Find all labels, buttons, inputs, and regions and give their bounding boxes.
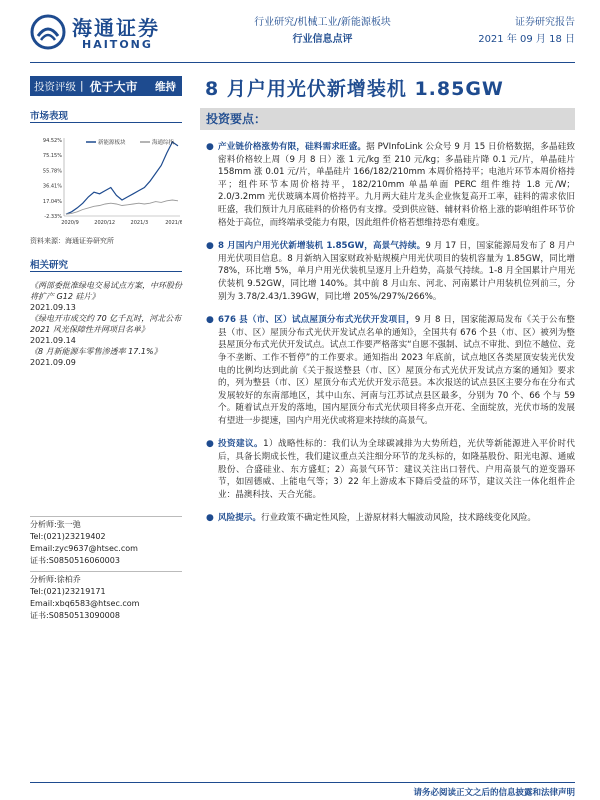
key-point-highlight: 676 县（市、区）试点屋顶分布式光伏开发项目， [218, 315, 415, 326]
analyst-divider [30, 571, 182, 572]
related-item[interactable] [30, 313, 185, 346]
related-item[interactable] [30, 346, 185, 368]
y-tick-label: 55.78% [42, 168, 62, 175]
footer-divider [30, 782, 575, 783]
analyst-tel: Tel:(021)23219402 [30, 532, 106, 541]
bullet-icon: ● [206, 513, 214, 524]
related-item-date: 2021.09.13 [30, 303, 76, 312]
rating-separator: | [80, 80, 84, 92]
analyst-email[interactable]: Email:xbq6583@htsec.com [30, 599, 140, 608]
index-series-line [66, 200, 178, 214]
key-point-highlight: 8 月国内户用光伏新增装机 1.85GW，高景气持续。 [218, 241, 426, 252]
sector-series-line [66, 142, 178, 214]
report-date: 2021 年 09 月 18 日 [478, 34, 575, 45]
chart-legend [86, 138, 175, 146]
report-meta [430, 14, 575, 48]
bullet-icon: ● [206, 439, 214, 450]
report-type: 证券研究报告 [515, 17, 575, 28]
analyst-name: 分析师:张一弛 [30, 520, 81, 529]
rating-value: 优于大市 [89, 79, 138, 94]
key-point [200, 240, 575, 303]
y-tick-label: 94.52% [42, 138, 62, 144]
key-point-text: 9 月 17 日，国家能源局发布了 8 月户用光伏项目信息。8 月新纳入国家财政补贴规模户用光伏项目的装机容量为 1.85GW，同比增 78%，环比增 5%，单月户用光伏装机呈逐月上升趋势，高景气持续。1-8 月全国累计户用光伏装机 9.52GW，同比增 140%。其中前 8 月山东、河北、河南累计户用装机位列前三，分别为 3.78/2.43/1.39GW，同比增 205%/297%/266%。 [218, 241, 576, 302]
x-tick-label: 2020/12 [94, 220, 116, 226]
key-point [200, 438, 575, 501]
report-subtype: 行业信息点评 [292, 34, 353, 45]
related-item-title: 《8 月新能源车零售渗透率 17.1%》 [30, 347, 162, 356]
key-points-heading: 投资要点： [200, 108, 575, 130]
haitong-logo [30, 10, 200, 54]
key-point [200, 314, 575, 427]
page-header [0, 0, 600, 62]
logo-chinese-name: 海通证券 [72, 16, 160, 40]
analyst-cert: 证书:S0850516060003 [30, 556, 120, 565]
key-point [200, 512, 575, 525]
related-item-title: 《两部委批准绿电交易试点方案，中环股份将扩产 G12 硅片》 [30, 281, 182, 301]
key-points [200, 141, 575, 536]
bullet-icon: ● [206, 142, 214, 152]
y-tick-label: 75.15% [42, 153, 62, 160]
bullet-icon: ● [206, 315, 214, 326]
rating-action: 维持 [155, 80, 176, 93]
market-chart [30, 134, 182, 232]
related-item[interactable] [30, 280, 185, 313]
related-item-title: 《绿电开市成交约 70 亿千瓦时，河北公布 2021 风光保障性并网项目名单》 [30, 314, 182, 334]
x-tick-label: 2021/3 [130, 220, 149, 226]
market-chart-svg [30, 134, 182, 232]
y-tick-label: 17.04% [42, 198, 62, 205]
logo-english-name: HAITONG [82, 38, 153, 51]
key-point-text: 9 月 8 日，国家能源局发布《关于公布整县（市、区）屋顶分布式光伏开发试点名单的通知》，全国共有 676 个县（市、区）被列为整县屋顶分布式光伏开发试点。试点工作要严格落实“自愿不强制、试点不审批、到位不越位、竞争不垄断、工作不暂停”的工作要求。通知指出 2023 年底前，试点地区各类屋顶安装光伏发电的比例均达到此前《关于报送整县（市、区）屋顶分布式光伏开发试点方案的通知》要求的，列为整县（市、区）屋顶分布式光伏开发示范县。本次报送的试点县区主要分布在分布式发展较好的东南部地区，其中山东、河南与江苏试点县区最多，分别为 70 个、66 个与 59 个。随着试点开发的落地，国内屋顶分布式光伏项目将多点开花、全面绽放，光伏市场的发展有望进一步提速，国内户用光伏或将迎来持续的高景气。 [218, 315, 575, 426]
category-path: 行业研究/机械工业/新能源板块 [254, 17, 391, 28]
analyst-email[interactable]: Email:zyc9637@htsec.com [30, 544, 138, 553]
related-heading: 相关研究 [30, 260, 69, 271]
x-tick-label: 2021/6 [165, 220, 182, 226]
related-item-date: 2021.09.14 [30, 336, 76, 345]
related-heading-line [30, 271, 182, 272]
related-list [30, 280, 185, 368]
analyst-tel: Tel:(021)23219171 [30, 587, 106, 596]
analyst-cert: 证书:S0850513090008 [30, 611, 120, 620]
analyst-name: 分析师:徐柏乔 [30, 575, 81, 584]
header-divider [30, 62, 575, 63]
legend-label-sector: 新能源板块 [98, 140, 126, 146]
haitong-logo-icon [30, 14, 66, 50]
legend-label-index: 海通综指 [152, 140, 175, 146]
market-heading: 市场表现 [30, 111, 69, 122]
analyst-list [30, 512, 182, 622]
key-point-highlight: 投资建议。 [218, 439, 264, 450]
y-tick-label: -2.33% [44, 214, 62, 220]
footer-disclaimer: 请务必阅读正文之后的信息披露和法律声明 [413, 788, 575, 798]
report-category [220, 14, 425, 48]
key-point-text: 据 PVInfoLink 公众号 9 月 15 日价格数据，多晶硅致密料价格较上周（9 月 8 日）涨 1 元/kg 至 210 元/kg；多晶硅片降 0.1 元/片，单晶硅片 158mm 涨 0.01 元/片，单晶硅片 166/182/210mm 本周价格持平；电池片环节本周价格持平；组件环节本周价格持平，182/210mm 单晶单面 PERC 组件维持 1.8 元/W；2.0/3.2mm 光伏玻璃本周价格持平。九月两大硅片龙头企业恢复高开工率，硅料的需求依旧旺盛，我们预计九月底硅料的价格仍有支撑。受到供应链、辅材料价格上涨的影响组件环节价格处于高位，而终端承受能力有限，因此组件价格若想维持恐有难度。 [218, 142, 575, 228]
related-item-date: 2021.09.09 [30, 358, 76, 367]
y-tick-label: 36.41% [42, 183, 62, 190]
key-point [200, 141, 575, 229]
chart-source: 资料来源：海通证券研究所 [30, 237, 114, 245]
bullet-icon: ● [206, 241, 214, 252]
market-heading-line [30, 122, 182, 123]
key-point-highlight: 产业链价格涨势有限，硅料需求旺盛。 [218, 142, 367, 152]
analyst-divider [30, 516, 182, 517]
key-point-highlight: 风险提示。 [218, 513, 261, 524]
x-tick-label: 2020/9 [61, 220, 79, 226]
key-point-text: 行业政策不确定性风险，上游原材料大幅波动风险，技术路线变化风险。 [260, 513, 536, 524]
rating-bar [30, 76, 182, 96]
key-point-text: 1）战略性标的：我们认为全球碳减排为大势所趋，光伏等新能源进入平价时代后，具备长期成长性，我们建议重点关注细分环节的龙头标的，如隆基股份、阳光电源、通威股份、合盛硅业、东方盛虹；2）高景气环节：建议关注出口替代、户用高景气的逆变器环节，如固德威、上能电气等；3）22 年上游成本下降后受益的环节，建议关注一体化组件企业：晶澳科技、天合光能。 [218, 439, 575, 500]
rating-label: 投资评级 [34, 80, 76, 93]
report-title: 8 月户用光伏新增装机 1.85GW [205, 78, 504, 100]
